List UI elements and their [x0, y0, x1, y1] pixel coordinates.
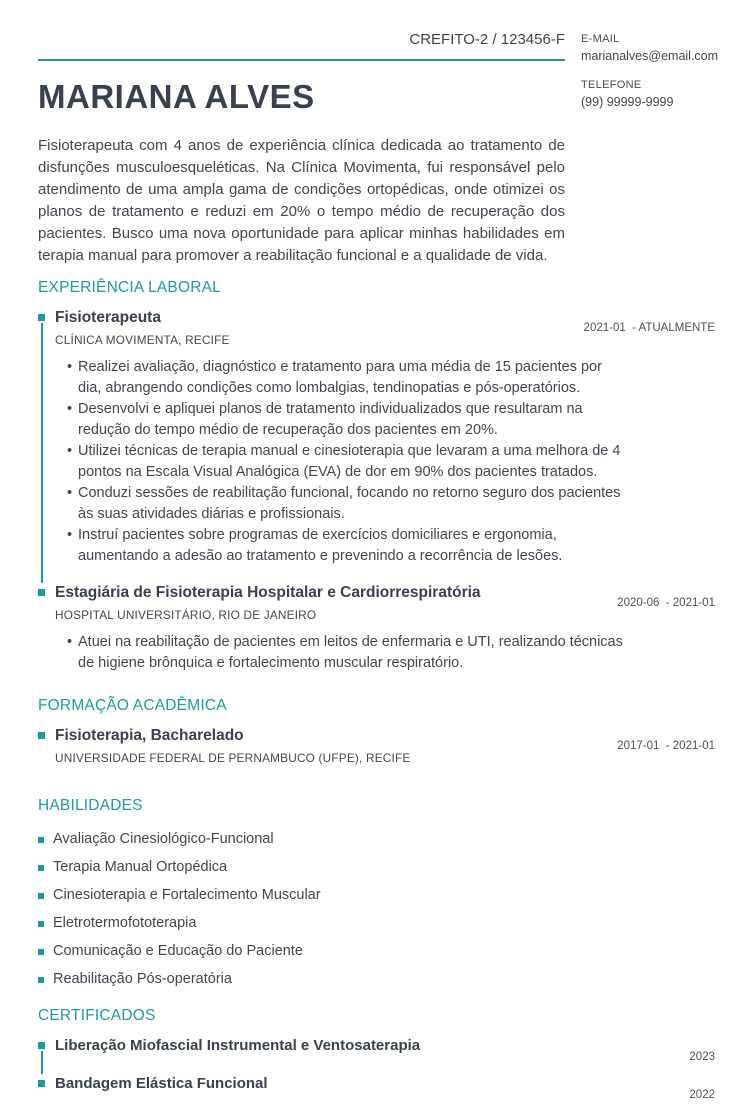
institution-name: UNIVERSIDADE FEDERAL DE PERNAMBUCO (UFPE), RECIFE: [55, 751, 411, 765]
skills-section-title: HABILIDADES: [38, 797, 143, 814]
job-period: 2020-06 - 2021-01: [617, 597, 715, 609]
certificate-name: Bandagem Elástica Funcional: [55, 1075, 268, 1092]
certificate-entry: [38, 1036, 715, 1074]
timeline-marker-column: [38, 726, 55, 774]
skill-item: [38, 857, 715, 878]
achievement-item: • Conduzi sessões de reabilitação funcional, focando no retorno seguro dos pacientes às suas atividades diárias e profissionais.: [67, 483, 624, 525]
timeline-connector-line: [41, 323, 43, 583]
job-organization: CLÍNICA MOVIMENTA, RECIFE: [55, 333, 230, 347]
skill-label: Terapia Manual Ortopédica: [53, 859, 228, 875]
email-value: marianalves@email.com: [581, 49, 719, 63]
timeline-square-icon: [38, 1042, 45, 1049]
section-experience: [38, 278, 715, 690]
professional-summary: Fisioterapeuta com 4 anos de experiência clínica dedicada ao tratamento de disfunções musculoesqueléticas. Na Clínica Movimenta, fui responsável pelo atendimento de uma ampla gama de condições ortopédicas, onde otimizei os planos de tratamento e reduzi em 20% o tempo médio de recuperação dos pacientes. Busco uma nova oportunidade para aplicar minhas habilidades em terapia manual para promover a reabilitação funcional e a qualidade de vida.: [38, 137, 565, 264]
job-period: 2021-01 - ATUALMENTE: [583, 322, 715, 334]
education-period: 2017-01 - 2021-01: [617, 740, 715, 752]
certificate-name: Liberação Miofascial Instrumental e Ventosaterapia: [55, 1037, 421, 1054]
skill-item: [38, 969, 715, 990]
job-title: Estagiária de Fisioterapia Hospitalar e Cardiorrespiratória: [55, 584, 481, 601]
achievement-item: • Desenvolvi e apliquei planos de tratamento individualizados que resultaram na redução do tempo médio de recuperação dos pacientes em 20%.: [67, 399, 624, 441]
phone-block: [581, 78, 718, 111]
bullet-square-icon: [38, 865, 44, 871]
experience-entry-content: [55, 308, 715, 583]
candidate-name: MARIANA ALVES: [38, 78, 315, 115]
bullet-square-icon: [38, 977, 44, 983]
certificate-entries: [38, 1036, 715, 1112]
achievement-item: • Atuei na reabilitação de pacientes em leitos de enfermaria e UTI, realizando técnicas de higiene brônquica e fortalecimento muscular respiratório.: [67, 632, 624, 674]
bullet-square-icon: [38, 949, 44, 955]
timeline-marker-column: [38, 583, 55, 690]
job-achievements-list: [55, 632, 624, 674]
experience-entries: [38, 308, 715, 690]
section-education: [38, 696, 715, 774]
achievement-item: • Realizei avaliação, diagnóstico e tratamento para uma média de 15 pacientes por dia, abrangendo condições como lombalgias, tendinopatias e pós-operatórios.: [67, 357, 624, 399]
skills-list: [38, 829, 715, 990]
header-left-column: [38, 30, 565, 116]
job-organization: HOSPITAL UNIVERSITÁRIO, RIO DE JANEIRO: [55, 608, 317, 622]
bullet-square-icon: [38, 921, 44, 927]
phone-label: TELEFONE: [581, 79, 642, 91]
timeline-connector-line: [41, 1051, 43, 1074]
experience-entry-content: [55, 583, 715, 690]
job-achievements-list: [55, 357, 624, 567]
skill-item: [38, 885, 715, 906]
achievement-item: • Instruí pacientes sobre programas de exercícios domiciliares e ergonomia, aumentando a adesão ao tratamento e prevenindo a recorrência de lesões.: [67, 525, 624, 567]
skill-label: Avaliação Cinesiológico-Funcional: [53, 831, 274, 847]
certificate-entry: [38, 1074, 715, 1112]
experience-entry: [38, 308, 715, 583]
phone-value: (99) 99999-9999: [581, 95, 674, 109]
experience-section-title: EXPERIÊNCIA LABORAL: [38, 279, 221, 296]
certificates-section-title: CERTIFICADOS: [38, 1007, 156, 1024]
certificate-entry-content: [55, 1074, 715, 1112]
skill-label: Comunicação e Educação do Paciente: [53, 943, 303, 959]
timeline-square-icon: [38, 732, 45, 739]
email-block: [581, 32, 718, 65]
education-entries: [38, 726, 715, 774]
degree-title: Fisioterapia, Bacharelado: [55, 727, 244, 744]
timeline-marker-column: [38, 308, 55, 583]
timeline-marker-column: [38, 1036, 55, 1074]
registration-number: CREFITO-2 / 123456-F: [38, 30, 565, 61]
skill-item: [38, 941, 715, 962]
certificate-year: 2023: [689, 1051, 715, 1063]
education-section-title: FORMAÇÃO ACADÊMICA: [38, 697, 227, 714]
skill-label: Reabilitação Pós-operatória: [53, 971, 232, 987]
bullet-square-icon: [38, 893, 44, 899]
certificate-year: 2022: [689, 1089, 715, 1101]
bullet-square-icon: [38, 837, 44, 843]
timeline-square-icon: [38, 1080, 45, 1087]
education-entry: [38, 726, 715, 774]
education-entry-content: [55, 726, 715, 774]
job-title: Fisioterapeuta: [55, 309, 161, 326]
achievement-item: • Utilizei técnicas de terapia manual e cinesioterapia que levaram a uma melhora de 4 pontos na Escala Visual Analógica (EVA) de dor em 90% dos pacientes tratados.: [67, 441, 624, 483]
skill-label: Eletrotermofototerapia: [53, 915, 197, 931]
contact-column: [581, 30, 718, 116]
timeline-marker-column: [38, 1074, 55, 1112]
email-label: E-MAIL: [581, 33, 620, 45]
section-skills: [38, 796, 715, 990]
certificate-entry-content: [55, 1036, 715, 1074]
skill-label: Cinesioterapia e Fortalecimento Muscular: [53, 887, 321, 903]
skill-item: [38, 829, 715, 850]
section-certificates: [38, 1006, 715, 1112]
skill-item: [38, 913, 715, 934]
timeline-square-icon: [38, 314, 45, 321]
experience-entry: [38, 583, 715, 690]
resume-header: [38, 30, 719, 116]
timeline-square-icon: [38, 589, 45, 596]
